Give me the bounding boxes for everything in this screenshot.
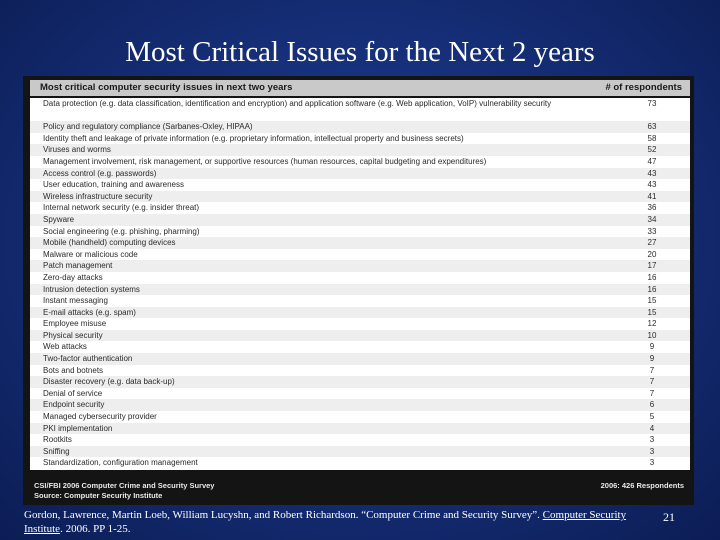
table-row xyxy=(30,249,690,261)
respondents-cell: 33 xyxy=(647,226,657,236)
respondents-cell: 7 xyxy=(649,377,655,387)
respondents-cell: 15 xyxy=(647,296,657,306)
respondents-cell: 27 xyxy=(647,238,657,248)
issue-cell: Malware or malicious code xyxy=(43,249,138,259)
table-header xyxy=(30,80,690,96)
issue-cell: PKI implementation xyxy=(43,423,113,433)
respondents-cell: 10 xyxy=(647,330,657,340)
respondents-cell: 41 xyxy=(647,191,657,201)
issue-cell: Policy and regulatory compliance (Sarbanes-Oxley, HIPAA) xyxy=(43,122,253,132)
respondents-cell: 47 xyxy=(647,156,657,166)
table-row xyxy=(30,202,690,214)
citation-journal-2: Institute xyxy=(24,523,61,535)
table-row xyxy=(30,353,690,365)
table-row xyxy=(30,434,690,446)
table-footer xyxy=(30,478,690,502)
respondents-cell: 52 xyxy=(647,145,657,155)
header-count: # of respondents xyxy=(605,82,682,93)
issue-cell: Rootkits xyxy=(43,435,72,445)
table-row xyxy=(30,388,690,400)
table-row xyxy=(30,156,690,168)
issue-cell: Management involvement, risk management, or supportive resources (human resources, capital budgeting and expenditures) xyxy=(43,156,487,166)
issue-cell: Endpoint security xyxy=(43,400,105,410)
respondents-cell: 7 xyxy=(649,388,655,398)
issue-cell: Managed cybersecurity provider xyxy=(43,412,157,422)
respondents-cell: 3 xyxy=(649,435,655,445)
table-row xyxy=(30,330,690,342)
table-row xyxy=(30,272,690,284)
respondents-cell: 58 xyxy=(647,133,657,143)
issue-cell: Spyware xyxy=(43,214,75,224)
respondents-cell: 16 xyxy=(647,272,657,282)
table-row xyxy=(30,237,690,249)
table-row xyxy=(30,226,690,238)
table-row xyxy=(30,168,690,180)
table-row xyxy=(30,399,690,411)
issue-cell: Instant messaging xyxy=(43,296,108,306)
respondents-cell: 73 xyxy=(647,99,657,108)
issue-cell: Web attacks xyxy=(43,342,87,352)
table-row xyxy=(30,365,690,377)
table-row xyxy=(30,307,690,319)
issue-cell: User education, training and awareness xyxy=(43,180,184,190)
slide-title: Most Critical Issues for the Next 2 years xyxy=(125,36,595,68)
page-number: 21 xyxy=(663,510,675,524)
issue-cell: Access control (e.g. passwords) xyxy=(43,168,157,178)
table-rows xyxy=(30,98,690,470)
table-row xyxy=(30,295,690,307)
table-row xyxy=(30,284,690,296)
respondents-cell: 4 xyxy=(649,423,655,433)
header-issue: Most critical computer security issues in next two years xyxy=(40,82,293,93)
issue-cell: Viruses and worms xyxy=(43,145,111,155)
table-row xyxy=(30,260,690,272)
respondents-cell: 7 xyxy=(649,365,655,375)
table-row xyxy=(30,179,690,191)
footer-respondents: 2006: 426 Respondents xyxy=(600,481,684,490)
respondents-cell: 15 xyxy=(647,307,657,317)
issue-cell: Physical security xyxy=(43,330,103,340)
respondents-cell: 34 xyxy=(647,214,657,224)
issue-cell: Wireless infrastructure security xyxy=(43,191,153,201)
respondents-cell: 63 xyxy=(647,122,657,132)
survey-table-panel xyxy=(23,76,694,505)
issue-cell: Disaster recovery (e.g. data back-up) xyxy=(43,377,175,387)
issue-cell: Patch management xyxy=(43,261,113,271)
respondents-cell: 3 xyxy=(649,446,655,456)
respondents-cell: 9 xyxy=(649,342,655,352)
table-row xyxy=(30,98,690,121)
respondents-cell: 9 xyxy=(649,354,655,364)
table-row xyxy=(30,318,690,330)
issue-cell: E-mail attacks (e.g. spam) xyxy=(43,307,136,317)
citation xyxy=(24,508,664,536)
respondents-cell: 6 xyxy=(649,400,655,410)
table-row xyxy=(30,446,690,458)
respondents-cell: 16 xyxy=(647,284,657,294)
issue-cell: Sniffing xyxy=(43,446,70,456)
respondents-cell: 3 xyxy=(649,458,655,468)
table-row xyxy=(30,411,690,423)
table-row xyxy=(30,133,690,145)
issue-cell: Mobile (handheld) computing devices xyxy=(43,238,176,248)
footer-survey: CSI/FBI 2006 Computer Crime and Security Survey xyxy=(34,481,215,490)
issue-cell: Two-factor authentication xyxy=(43,354,133,364)
citation-suffix: . 2006. PP 1-25. xyxy=(60,523,131,535)
issue-cell: Standardization, configuration management xyxy=(43,458,198,468)
issue-cell: Denial of service xyxy=(43,388,103,398)
respondents-cell: 43 xyxy=(647,180,657,190)
issue-cell: Data protection (e.g. data classification, identification and encryption) and application software (e.g. Web application, VoIP) vulnerability security xyxy=(43,99,552,108)
table-row xyxy=(30,376,690,388)
table-row xyxy=(30,191,690,203)
issue-cell: Intrusion detection systems xyxy=(43,284,140,294)
issue-cell: Employee misuse xyxy=(43,319,107,329)
table-row xyxy=(30,121,690,133)
issue-cell: Internal network security (e.g. insider threat) xyxy=(43,203,200,213)
issue-cell: Bots and botnets xyxy=(43,365,104,375)
respondents-cell: 5 xyxy=(649,412,655,422)
citation-prefix: Gordon, Lawrence, Martin Loeb, William Lucyshn, and Robert Richardson. “Computer Crime and Security Survey”. xyxy=(24,509,543,521)
citation-journal-1: Computer Security xyxy=(542,509,627,521)
respondents-cell: 43 xyxy=(647,168,657,178)
table-row xyxy=(30,341,690,353)
respondents-cell: 12 xyxy=(647,319,657,329)
table-row xyxy=(30,144,690,156)
table-row xyxy=(30,457,690,469)
respondents-cell: 20 xyxy=(647,249,657,259)
issue-cell: Identity theft and leakage of private information (e.g. proprietary information, intellectual property and business secrets) xyxy=(43,133,464,143)
issue-cell: Social engineering (e.g. phishing, pharming) xyxy=(43,226,200,236)
footer-source: Source: Computer Security Institute xyxy=(34,491,163,500)
issue-cell: Zero-day attacks xyxy=(43,272,103,282)
table-row xyxy=(30,423,690,435)
respondents-cell: 17 xyxy=(647,261,657,271)
table-row xyxy=(30,214,690,226)
respondents-cell: 36 xyxy=(647,203,657,213)
